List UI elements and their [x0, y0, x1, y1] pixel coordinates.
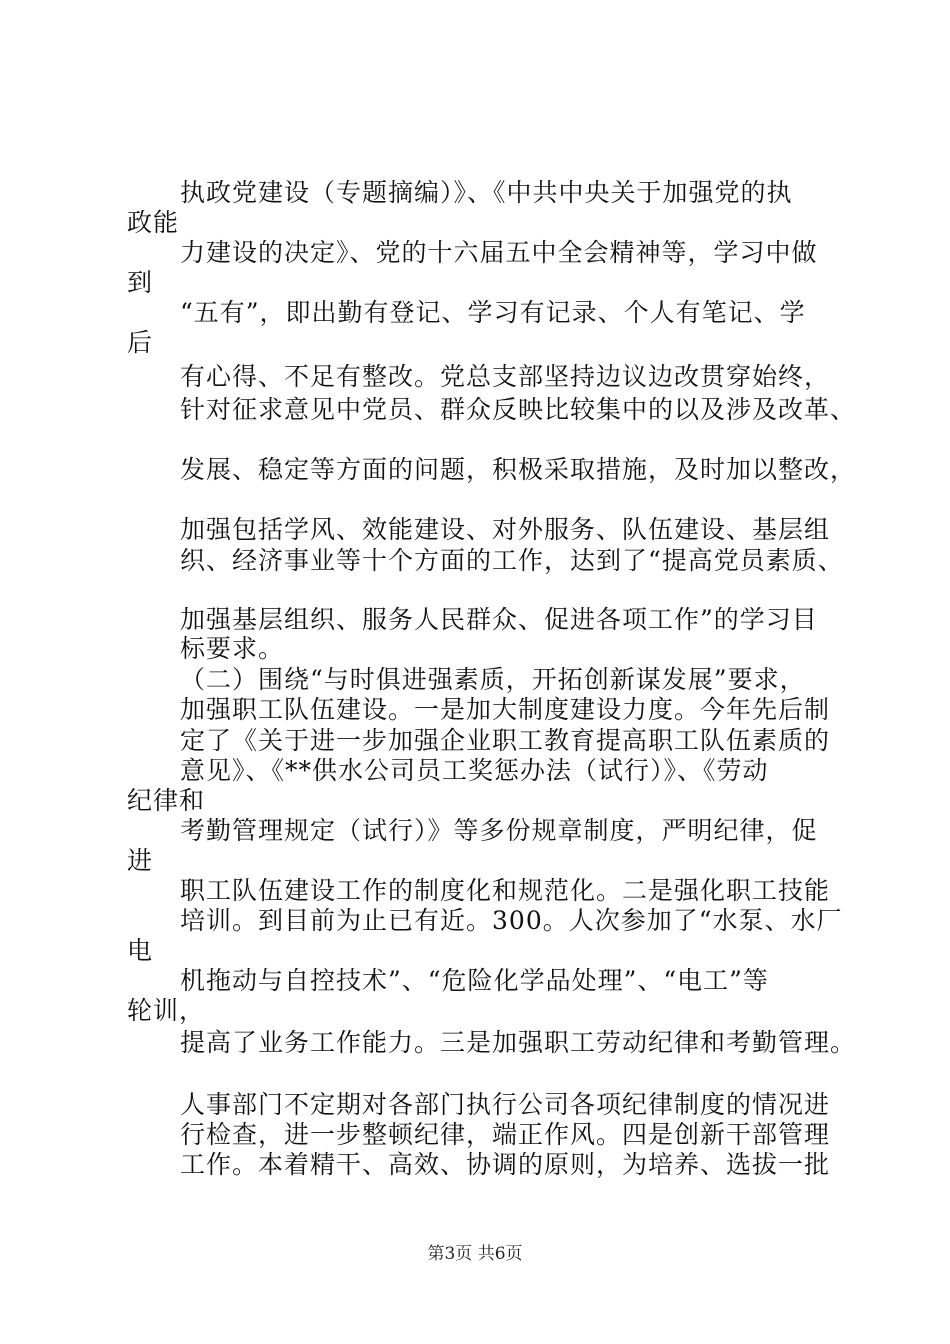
text-line: 力建设的决定》、党的十六届五中全会精神等，学习中做 — [180, 238, 818, 267]
text-line: 定了《关于进一步加强企业职工教育提高职工队伍素质的 — [180, 726, 831, 755]
text-line: 加强职工队伍建设。一是加大制度建设力度。今年先后制 — [180, 695, 831, 724]
text-line: （二）围绕“与时俱进强素质，开拓创新谋发展”要求， — [180, 665, 806, 694]
text-line: 提高了业务工作能力。三是加强职工劳动纪律和考勤管理。 — [180, 1028, 857, 1057]
text-line: 职工队伍建设工作的制度化和规范化。二是强化职工技能 — [180, 876, 831, 905]
text-line: 加强基层组织、服务人民群众、促进各项工作”的学习目 — [180, 605, 818, 634]
text-line: 有心得、不足有整改。党总支部坚持边议边改贯穿始终， — [180, 362, 831, 391]
text-line: 进 — [127, 846, 154, 875]
text-line: 人事部门不定期对各部门执行公司各项纪律制度的情况进 — [180, 1090, 831, 1119]
text-line: 电 — [127, 936, 154, 965]
text-line: 针对征求意见中党员、群众反映比较集中的以及涉及改革、 — [180, 395, 857, 424]
text-line: 织、经济事业等十个方面的工作，达到了“提高党员素质、 — [180, 546, 844, 575]
text-line: 发展、稳定等方面的问题，积极采取措施，及时加以整改， — [180, 455, 857, 484]
text-line: 到 — [127, 268, 154, 297]
text-line: 纪律和 — [127, 786, 206, 815]
page-number: 第3页 共6页 — [427, 1244, 523, 1264]
text-line: 工作。本着精干、高效、协调的原则，为培养、选拔一批 — [180, 1150, 831, 1179]
text-line: 意见》、《**供水公司员工奖惩办法（试行）》、《劳动 — [180, 756, 769, 785]
text-line: “五有”，即出勤有登记、学习有记录、个人有笔记、学 — [180, 298, 806, 327]
text-line: 执政党建设（专题摘编）》、《中共中央关于加强党的执 — [180, 178, 793, 207]
text-line: 培训。到目前为止已有近。300。人次参加了“水泵、水厂 — [180, 906, 843, 935]
text-line: 政能 — [127, 208, 180, 237]
text-line: 轮训， — [127, 996, 206, 1025]
text-line: 加强包括学风、效能建设、对外服务、队伍建设、基层组 — [180, 515, 831, 544]
text-line: 后 — [127, 328, 154, 357]
text-line: 机拖动与自控技术”、“危险化学品处理”、“电工”等 — [180, 966, 769, 995]
text-line: 行检查，进一步整顿纪律，端正作风。四是创新干部管理 — [180, 1120, 831, 1149]
text-line: 考勤管理规定（试行）》等多份规章制度，严明纪律，促 — [180, 816, 818, 845]
text-line: 标要求。 — [180, 634, 285, 663]
